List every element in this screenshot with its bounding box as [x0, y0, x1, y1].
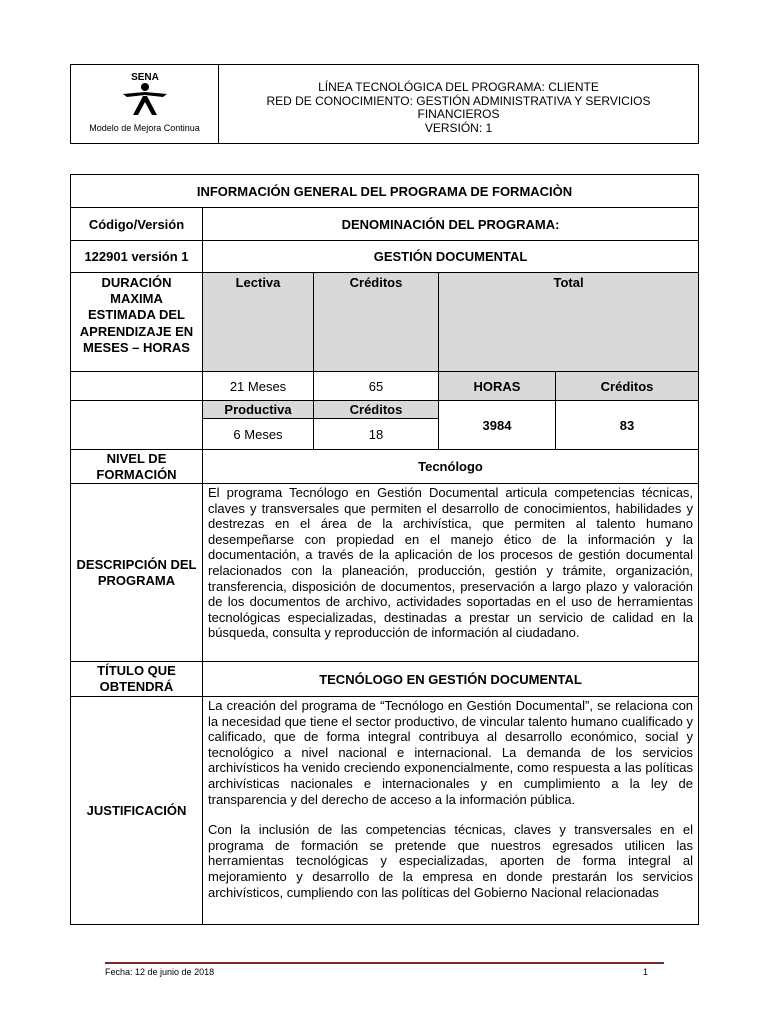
titulo-label: TÍTULO QUE OBTENDRÁ [71, 662, 203, 697]
justificacion-paragraph: La creación del programa de “Tecnólogo en Gestión Documental”, se relaciona con la necesidad que tiene el sector productivo, de vincular talento humano cualificado y calificado, que de forma integral contribuya al desarrollo económico, social y tecnológico a nivel nacional e internacional. La demanda de los servicios archivísticos ha venido creciendo exponencialmente, como respuesta a las políticas archivísticas nacionales e internacionales y en cumplimiento a la ley de transparencia y del derecho de acceso a la información pública. [208, 698, 694, 807]
sena-logo [119, 71, 171, 117]
total-label: Total [439, 273, 699, 372]
empty-cell [71, 401, 203, 450]
header-line: LÍNEA TECNOLÓGICA DEL PROGRAMA: CLIENTE [318, 80, 599, 94]
logo-caption: Modelo de Mejora Continua [89, 123, 200, 133]
header-text [219, 65, 698, 143]
lectiva-label: Lectiva [203, 273, 314, 372]
header-line: VERSIÓN: 1 [424, 120, 493, 135]
productiva-creditos: 18 [314, 419, 439, 450]
productiva-label: Productiva [203, 401, 314, 419]
document-header [70, 64, 699, 144]
sena-logo-text: SENA [130, 72, 159, 83]
denominacion-value: GESTIÓN DOCUMENTAL [203, 241, 699, 273]
creditos-label: Créditos [314, 273, 439, 372]
nivel-label: NIVEL DE FORMACIÓN [71, 450, 203, 484]
creditos-total-label: Créditos [556, 372, 699, 401]
program-info-table [70, 174, 699, 925]
descripcion-label: DESCRIPCIÓN DEL PROGRAMA [71, 484, 203, 662]
lectiva-meses: 21 Meses [203, 372, 314, 401]
denominacion-label: DENOMINACIÓN DEL PROGRAMA: [203, 208, 699, 241]
productiva-meses: 6 Meses [203, 419, 314, 450]
header-line: FINANCIEROS [417, 107, 500, 121]
nivel-value: Tecnólogo [203, 450, 699, 484]
codigo-value: 122901 versión 1 [71, 241, 203, 273]
duracion-label: DURACIÓN MAXIMA ESTIMADA DEL APRENDIZAJE EN MESES – HORAS [71, 273, 203, 372]
horas-label: HORAS [439, 372, 556, 401]
titulo-value: TECNÓLOGO EN GESTIÓN DOCUMENTAL [203, 662, 699, 697]
page-number: 1 [643, 967, 649, 977]
footer-divider [105, 962, 664, 964]
codigo-label: Código/Versión [71, 208, 203, 241]
descripcion-text: El programa Tecnólogo en Gestión Documental articula competencias técnicas, claves y transversales que permiten el desarrollo de conocimientos, habilidades y destrezas en el área de la archivística, que permiten al talento humano desempeñarse con propiedad en el manejo ético de la información y la documentación, a través de la aplicación de los procesos de gestión documental relacionados con la planeación, producción, gestión y trámite, organización, transferencia, disposición de documentos, preservación a largo plazo y valoración de los documentos de archivo, actividades soportadas en el uso de herramientas tecnológicas especializadas, destinadas a prestar un servicio de calidad en la búsqueda, consulta y reproducción de información al ciudadano. [203, 484, 699, 662]
header-line: RED DE CONOCIMIENTO: GESTIÓN ADMINISTRATIVA Y SERVICIOS [266, 93, 651, 108]
logo-cell [71, 65, 219, 143]
justificacion-cell [203, 697, 699, 925]
lectiva-creditos: 65 [314, 372, 439, 401]
productiva-creditos-label: Créditos [314, 401, 439, 419]
justificacion-label: JUSTIFICACIÓN [71, 697, 203, 925]
justificacion-paragraph: Con la inclusión de las competencias técnicas, claves y transversales en el programa de formación se pretende que nuestros egresados utilicen las herramientas tecnológicas y especializadas, aporten de forma integral al mejoramiento y desarrollo de la empresa en donde prestarán los servicios archivísticos, cumpliendo con las políticas del Gobierno Nacional relacionadas [208, 822, 694, 900]
footer-date: Fecha: 12 de junio de 2018 [105, 967, 215, 977]
table-title: INFORMACIÓN GENERAL DEL PROGRAMA DE FORMACIÒN [71, 175, 699, 208]
total-horas: 3984 [439, 401, 556, 450]
empty-cell [71, 372, 203, 401]
total-creditos: 83 [556, 401, 699, 450]
